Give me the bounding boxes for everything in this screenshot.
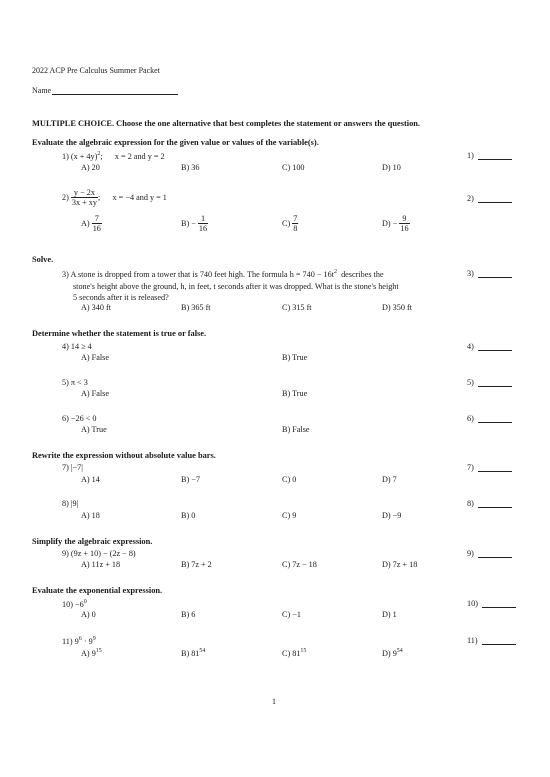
- answer-blank-4[interactable]: [467, 342, 512, 351]
- answer-blank-6[interactable]: [467, 414, 512, 423]
- option-a[interactable]: A) $9^{15}$: [81, 648, 102, 658]
- answer-blank-9[interactable]: [467, 549, 512, 558]
- answer-label: 1): [467, 151, 474, 160]
- option-a[interactable]: A) True: [81, 425, 107, 434]
- option-c[interactable]: C) 315 ft: [282, 303, 312, 312]
- question-line-3: 5 seconds after it is released?: [73, 293, 169, 302]
- option-c[interactable]: C) 0: [282, 475, 297, 484]
- option-c[interactable]: C) $\frac{7}{8}$: [282, 214, 298, 233]
- question-number: 1): [62, 152, 69, 161]
- section-heading-simplify: Simplify the algebraic expression.: [32, 537, 153, 546]
- answer-label: 3): [467, 269, 474, 278]
- option-b[interactable]: B) − $\frac{1}{16}$: [181, 214, 208, 233]
- answer-blank-1[interactable]: [467, 151, 512, 160]
- option-b[interactable]: B) 365 ft: [181, 303, 211, 312]
- answer-blank-3[interactable]: [467, 269, 512, 278]
- question-condition: ; x = 2 and y = 2: [100, 152, 165, 161]
- section-heading-absolute-value: Rewrite the expression without absolute value bars.: [32, 451, 216, 460]
- name-label: Name: [32, 86, 52, 95]
- option-b[interactable]: B) 36: [181, 163, 200, 172]
- answer-line[interactable]: [478, 378, 512, 387]
- section-heading-exponential: Evaluate the exponential expression.: [32, 586, 163, 595]
- answer-label: 6): [467, 414, 474, 423]
- answer-line[interactable]: [478, 463, 512, 472]
- option-d[interactable]: D) 10: [382, 163, 401, 172]
- question-5: 5) π < 3: [62, 378, 88, 387]
- option-b[interactable]: B) 0: [181, 511, 196, 520]
- option-d[interactable]: D) 7: [382, 475, 397, 484]
- answer-blank-11[interactable]: [467, 636, 516, 645]
- answer-blank-10[interactable]: [467, 599, 516, 608]
- name-field[interactable]: [32, 86, 178, 95]
- section-heading-evaluate: Evaluate the algebraic expression for the given value or values of the variable(s).: [32, 138, 319, 147]
- option-b[interactable]: B) 6: [181, 610, 196, 619]
- answer-label: 11): [467, 636, 478, 645]
- answer-label: 4): [467, 342, 474, 351]
- option-a[interactable]: A) 18: [81, 511, 100, 520]
- option-b[interactable]: B) False: [282, 425, 310, 434]
- answer-blank-7[interactable]: [467, 463, 512, 472]
- question-9: 9) (9z + 10) − (2z − 8): [62, 549, 136, 558]
- answer-line[interactable]: [478, 194, 512, 203]
- page-number: 1: [272, 697, 276, 706]
- option-b[interactable]: B) −7: [181, 475, 200, 484]
- question-1: [62, 151, 165, 161]
- section-heading-solve: Solve.: [32, 255, 54, 264]
- option-a[interactable]: A) 11z + 18: [81, 560, 121, 569]
- question-number: 2): [62, 193, 69, 202]
- answer-label: 7): [467, 463, 474, 472]
- option-d[interactable]: D) 1: [382, 610, 397, 619]
- answer-blank-2[interactable]: [467, 194, 512, 203]
- answer-line[interactable]: [478, 342, 512, 351]
- exponent: 2: [97, 151, 101, 157]
- name-blank[interactable]: [52, 86, 178, 95]
- option-a[interactable]: A) False: [81, 389, 109, 398]
- question-expression: (x + 4y): [70, 152, 98, 161]
- option-c[interactable]: C) 100: [282, 163, 305, 172]
- option-c[interactable]: C) 7z − 18: [282, 560, 317, 569]
- answer-line[interactable]: [478, 414, 512, 423]
- question-8: 8) |9|: [62, 499, 79, 508]
- option-d[interactable]: D) $9^{54}$: [382, 648, 403, 658]
- option-b[interactable]: B) True: [282, 389, 308, 398]
- option-b[interactable]: B) True: [282, 353, 308, 362]
- answer-line[interactable]: [482, 636, 516, 645]
- section-heading-true-false: Determine whether the statement is true or false.: [32, 329, 207, 338]
- answer-label: 9): [467, 549, 474, 558]
- option-c[interactable]: C) $81^{15}$: [282, 648, 307, 658]
- option-c[interactable]: C) 9: [282, 511, 297, 520]
- question-10: $10) -6^0$: [62, 599, 87, 609]
- question-3: [62, 267, 462, 304]
- option-d[interactable]: D) −9: [382, 511, 402, 520]
- answer-label: 2): [467, 194, 474, 203]
- answer-label: 10): [467, 599, 478, 608]
- option-a[interactable]: A) False: [81, 353, 109, 362]
- question-2: [62, 188, 167, 207]
- answer-line[interactable]: [482, 599, 516, 608]
- answer-line[interactable]: [478, 549, 512, 558]
- question-7: 7) |−7|: [62, 463, 83, 472]
- option-b[interactable]: B) 7z + 2: [181, 560, 212, 569]
- option-a[interactable]: A) 340 ft: [81, 303, 112, 312]
- option-d[interactable]: D) 350 ft: [382, 303, 413, 312]
- answer-line[interactable]: [478, 269, 512, 278]
- answer-line[interactable]: [478, 499, 512, 508]
- option-a[interactable]: A) 20: [81, 163, 100, 172]
- answer-label: 8): [467, 499, 474, 508]
- answer-label: 5): [467, 378, 474, 387]
- question-condition: ; x = −4 and y = 1: [97, 193, 167, 202]
- question-6: 6) −26 < 0: [62, 414, 97, 423]
- option-b[interactable]: B) $81^{54}$: [181, 648, 206, 658]
- instructions: MULTIPLE CHOICE. Choose the one alternative that best completes the statement or answers the question.: [32, 119, 421, 128]
- option-a[interactable]: A) 0: [81, 610, 96, 619]
- option-d[interactable]: D) − $\frac{9}{16}$: [382, 214, 409, 233]
- answer-blank-8[interactable]: [467, 499, 512, 508]
- question-line-1: 3) A stone is dropped from a tower that is 740 feet high. The formula $h = 740 - 16t^2$ describes the: [62, 269, 384, 279]
- question-4: 4) 14 ≥ 4: [62, 342, 92, 351]
- option-d[interactable]: D) 7z + 18: [382, 560, 418, 569]
- packet-title: 2022 ACP Pre Calculus Summer Packet: [32, 66, 160, 75]
- option-a[interactable]: A) 14: [81, 475, 100, 484]
- fraction: $\frac{y - 2x}{3x + xy}$: [71, 188, 97, 207]
- question-11: 11) $9^6 \cdot 9^9$: [62, 636, 96, 646]
- answer-blank-5[interactable]: [467, 378, 512, 387]
- question-line-2: stone's height above the ground, h, in feet, t seconds after it was dropped. What is the stone's height: [73, 281, 399, 291]
- answer-line[interactable]: [478, 151, 512, 160]
- option-a[interactable]: A) $\frac{7}{16}$: [81, 214, 101, 233]
- option-c[interactable]: C) −1: [282, 610, 301, 619]
